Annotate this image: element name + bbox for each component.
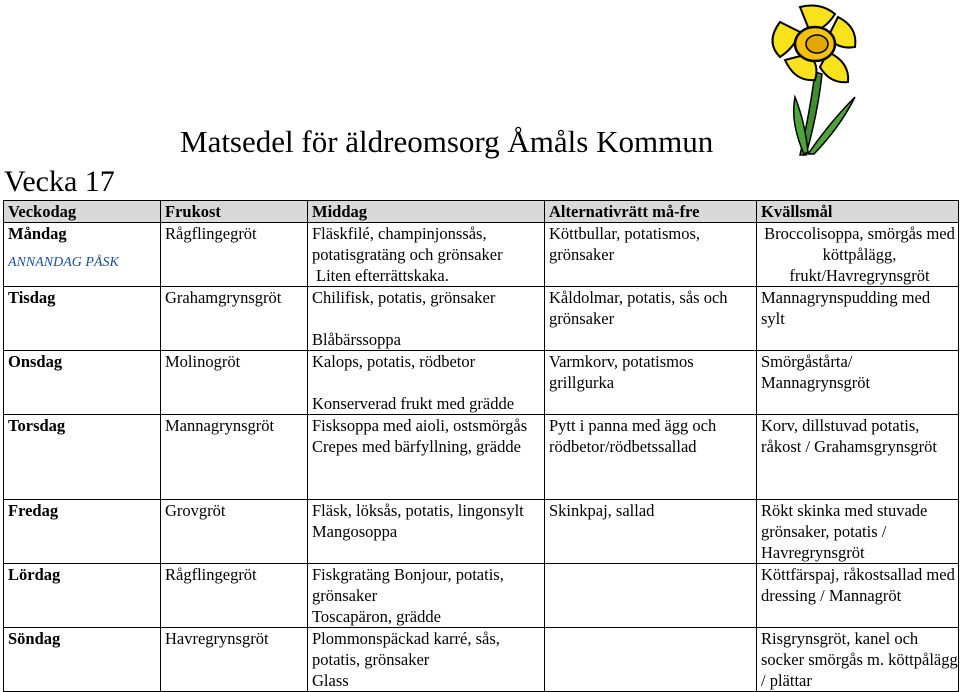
column-header-day: Veckodag (4, 201, 161, 223)
column-header-dinner: Middag (308, 201, 545, 223)
evening-cell: Mannagrynspudding med sylt (757, 287, 959, 351)
day-name: Tisdag (8, 288, 56, 307)
evening-cell: Korv, dillstuvad potatis, råkost / Grahamsgrynsgröt (757, 415, 959, 500)
evening-cell: Broccolisoppa, smörgås med köttpålägg, frukt/Havregrynsgröt (757, 223, 959, 287)
dinner-dessert: Toscapäron, grädde (312, 607, 441, 626)
day-cell (4, 287, 161, 351)
alternative-cell: Köttbullar, potatismos, grönsaker (545, 223, 757, 287)
day-name: Torsdag (8, 416, 66, 435)
dinner-dessert: Glass (312, 671, 349, 690)
evening-cell: Rökt skinka med stuvade grönsaker, potatis / Havregrynsgröt (757, 500, 959, 564)
breakfast-cell: Mannagrynsgröt (161, 415, 308, 500)
dinner-main: Kalops, potatis, rödbetor (312, 352, 476, 371)
alternative-cell: Pytt i panna med ägg och rödbetor/rödbetssallad (545, 415, 757, 500)
alternative-cell (545, 628, 757, 692)
alternative-cell: Varmkorv, potatismos grillgurka (545, 351, 757, 415)
day-cell (4, 223, 161, 287)
page-title: Matsedel för äldreomsorg Åmåls Kommun (180, 124, 714, 159)
dinner-main: Chilifisk, potatis, grönsaker (312, 288, 496, 307)
dinner-main: Fläskfilé, champinjonssås, potatisgratäng och grönsaker (312, 224, 503, 264)
day-name: Fredag (8, 501, 59, 520)
table-row (4, 351, 959, 415)
dinner-cell (308, 564, 545, 628)
dinner-dessert: Konserverad frukt med grädde (312, 394, 515, 413)
column-header-breakfast: Frukost (161, 201, 308, 223)
evening-cell: Risgrynsgröt, kanel och socker smörgås m. köttpålägg / plättar (757, 628, 959, 692)
breakfast-cell: Grahamgrynsgröt (161, 287, 308, 351)
week-label: Vecka 17 (4, 165, 115, 198)
table-row (4, 500, 959, 564)
dinner-dessert: Blåbärssoppa (312, 330, 401, 349)
dinner-dessert: Liten efterrättskaka. (316, 266, 449, 285)
dinner-cell (308, 415, 545, 500)
menu-table (3, 200, 959, 692)
dinner-cell (308, 223, 545, 287)
daffodil-icon (760, 2, 870, 157)
day-name: Onsdag (8, 352, 63, 371)
dinner-dessert: Crepes med bärfyllning, grädde (312, 437, 521, 456)
day-name: Måndag (8, 224, 67, 243)
day-name: Söndag (8, 629, 61, 648)
dinner-cell (308, 500, 545, 564)
day-cell (4, 628, 161, 692)
table-row (4, 287, 959, 351)
day-cell (4, 415, 161, 500)
table-header-row (4, 201, 959, 223)
alternative-cell: Skinkpaj, sallad (545, 500, 757, 564)
alternative-cell (545, 564, 757, 628)
day-cell (4, 351, 161, 415)
column-header-alternative: Alternativrätt må-fre (545, 201, 757, 223)
dinner-cell (308, 287, 545, 351)
alternative-cell: Kåldolmar, potatis, sås och grönsaker (545, 287, 757, 351)
day-cell (4, 500, 161, 564)
breakfast-cell: Molinogröt (161, 351, 308, 415)
column-header-evening: Kvällsmål (757, 201, 959, 223)
holiday-note: ANNANDAG PÅSK (8, 255, 119, 270)
breakfast-cell: Grovgröt (161, 500, 308, 564)
evening-cell: Köttfärspaj, råkostsallad med dressing / Mannagröt (757, 564, 959, 628)
breakfast-cell: Rågflingegröt (161, 223, 308, 287)
dinner-dessert: Mangosoppa (312, 522, 398, 541)
table-row (4, 415, 959, 500)
table-row (4, 628, 959, 692)
dinner-main: Fisksoppa med aioli, ostsmörgås (312, 416, 528, 435)
dinner-cell (308, 628, 545, 692)
dinner-main: Plommonspäckad karré, sås, potatis, grönsaker (312, 629, 500, 669)
breakfast-cell: Havregrynsgröt (161, 628, 308, 692)
day-name: Lördag (8, 565, 61, 584)
breakfast-cell: Rågflingegröt (161, 564, 308, 628)
dinner-main: Fiskgratäng Bonjour, potatis, grönsaker (312, 565, 504, 605)
dinner-main: Fläsk, löksås, potatis, lingonsylt (312, 501, 524, 520)
day-cell (4, 564, 161, 628)
dinner-cell (308, 351, 545, 415)
table-row (4, 223, 959, 287)
evening-cell: Smörgåstårta/ Mannagrynsgröt (757, 351, 959, 415)
table-row (4, 564, 959, 628)
